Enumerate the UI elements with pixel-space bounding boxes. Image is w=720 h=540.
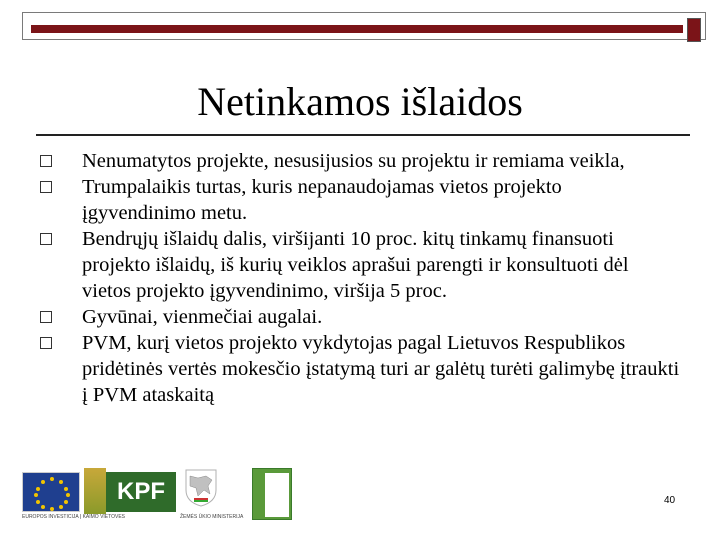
eu-logo-caption: EUROPOS INVESTICIJA Į KAIMO VIETOVES [22, 514, 125, 520]
bullet-item [40, 148, 680, 174]
slide-title: Netinkamos išlaidos [197, 79, 523, 124]
lithuania-coat-of-arms-logo [184, 468, 218, 508]
hollow-square-bullet-icon [40, 155, 52, 167]
title-rule [36, 134, 690, 136]
page-number: 40 [664, 495, 676, 506]
hollow-square-bullet-icon [40, 233, 52, 245]
bullet-text: PVM, kurį vietos projekto vykdytojas pagal Lietuvos Respublikos pridėtinės vertės mokesčio įstatymą turi ar galėtų turėti galimybę įtraukti į PVM ataskaitą [82, 332, 680, 406]
hollow-square-bullet-icon [40, 311, 52, 323]
kpf-logo: KPF [106, 472, 176, 512]
bullet-text: Trumpalaikis turtas, kuris nepanaudojamas vietos projekto įgyvendinimo metu. [82, 176, 562, 224]
header-accent-bar [31, 25, 683, 33]
header-accent-square [687, 18, 701, 42]
hollow-square-bullet-icon [40, 337, 52, 349]
grain-logo [84, 468, 106, 514]
bullet-item [40, 304, 680, 330]
bullet-item [40, 226, 680, 304]
bullet-item [40, 330, 680, 408]
footer-logos [22, 466, 292, 524]
bullet-list [40, 148, 680, 408]
eu-flag-logo [22, 472, 80, 512]
bullet-text: Nenumatytos projekte, nesusijusios su projektu ir remiama veikla, [82, 150, 625, 172]
ministry-logo-caption: ŽEMĖS ŪKIO MINISTERIJA [180, 514, 244, 520]
hollow-square-bullet-icon [40, 181, 52, 193]
leader-logo [252, 468, 292, 520]
bullet-item [40, 174, 680, 226]
header-band [22, 12, 706, 40]
bullet-text: Gyvūnai, vienmečiai augalai. [82, 306, 323, 328]
bullet-text: Bendrųjų išlaidų dalis, viršijanti 10 proc. kitų tinkamų finansuoti projekto išlaidų, iš kurių veiklos aprašui parengti ir konsultuoti dėl vietos projekto įgyvendinimo, viršija 5 proc. [82, 228, 629, 302]
